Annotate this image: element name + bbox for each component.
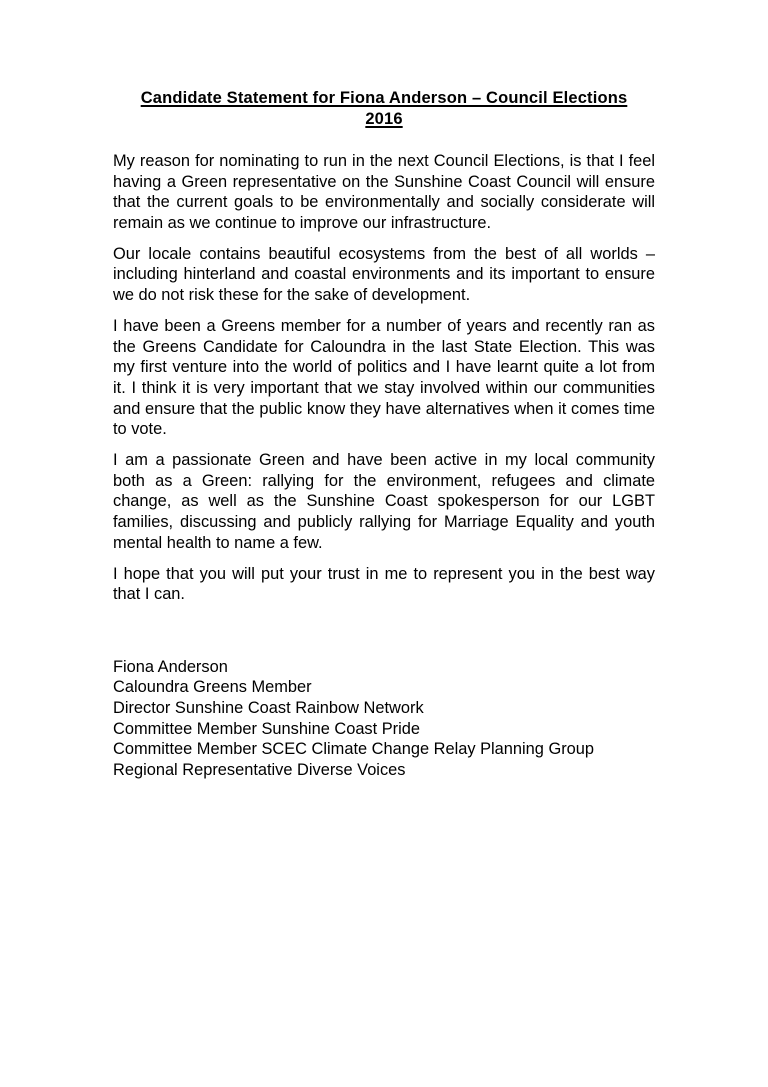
signature-line-role-3: Committee Member Sunshine Coast Pride (113, 719, 420, 738)
signature-line-role-4: Committee Member SCEC Climate Change Relay Planning Group (113, 740, 594, 759)
paragraph-4: I am a passionate Green and have been active in my local community both as a Green: rallying for the environment, refugees and climate change, as well as the Sunshine Coast spokesperson for our LGBT families, discussing and publicly rallying for Marriage Equality and youth mental health to name a few. (113, 451, 655, 552)
page-title-line-2: 2016 (365, 109, 403, 128)
paragraph-2: Our locale contains beautiful ecosystems from the best of all worlds – including hinterland and coastal environments and its important to ensure we do not risk these for the sake of development. (113, 244, 655, 305)
paragraph-5: I hope that you will put your trust in me to represent you in the best way that I can. (113, 564, 655, 604)
signature-line-role-1: Caloundra Greens Member (113, 678, 312, 697)
paragraph-3: I have been a Greens member for a number of years and recently ran as the Greens Candidate for Caloundra in the last State Election. This was my first venture into the world of politics and I have learnt quite a lot from it. I think it is very important that we stay involved within our communities and ensure that the public know they have alternatives when it comes time to vote. (113, 317, 655, 439)
signature-line-name: Fiona Anderson (113, 657, 228, 676)
page-title (113, 88, 655, 129)
signature-spacer (113, 605, 655, 657)
signature-block (113, 657, 655, 781)
signature-line-role-2: Director Sunshine Coast Rainbow Network (113, 699, 424, 718)
document-body (113, 88, 655, 780)
page-title-line-1: Candidate Statement for Fiona Anderson – Council Elections (140, 89, 628, 107)
paragraph-1: My reason for nominating to run in the next Council Elections, is that I feel having a Green representative on the Sunshine Coast Council will ensure that the current goals to be environmentally and socially considerate will remain as we continue to improve our infrastructure. (113, 152, 655, 232)
signature-line-role-5: Regional Representative Diverse Voices (113, 760, 406, 779)
